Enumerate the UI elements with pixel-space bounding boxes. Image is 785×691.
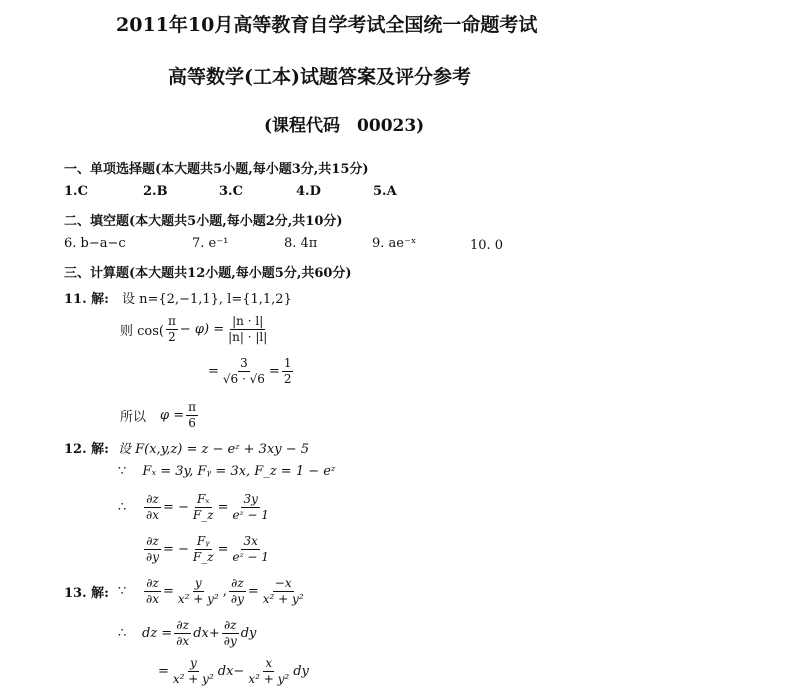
q11-conclusion: [120, 400, 200, 431]
q12-dzdx-frac: [144, 492, 161, 523]
q11-phi-eq: φ =: [160, 408, 185, 423]
because-symbol-2: ∵: [118, 584, 127, 599]
q13-dzdx: [144, 576, 161, 607]
q12-fy: Fᵧ: [196, 534, 210, 548]
q13-dz-4: ∂z: [223, 618, 237, 632]
answer-10: 10. 0: [470, 238, 504, 253]
q12-r1num: 3y: [243, 492, 258, 506]
q12-fx-over-fz: [191, 492, 216, 523]
q13-dx: ∂x: [146, 592, 159, 606]
q11-num1: |n · l|: [232, 314, 264, 328]
q11-fraction-2: [221, 356, 267, 387]
q12-dz-2: ∂z: [146, 534, 159, 548]
therefore-symbol-2: ∴: [118, 626, 127, 641]
q12-setup: 设 F(x,y,z) = z − eᶻ + 3xy − 5: [118, 442, 310, 457]
q12-dzdy-line: [142, 534, 273, 565]
q13-dz: ∂z: [146, 576, 159, 590]
answer-7: 7. e⁻¹: [192, 236, 229, 251]
answer-2: 2.B: [143, 184, 168, 199]
q12-result2: [230, 534, 270, 565]
q12-fz: F_z: [192, 508, 214, 522]
q12-partials: Fₓ = 3y, Fᵧ = 3x, F_z = 1 − eᶻ: [142, 464, 336, 479]
section3-heading: 三、计算题(本大题共12小题,每小题5分,共60分): [64, 266, 352, 281]
q13-dy-2: ∂y: [223, 634, 237, 648]
q13-dz-2: ∂z: [231, 576, 244, 590]
q13-den-c: x² + y²: [172, 672, 214, 686]
q13-eq-a: =: [162, 584, 174, 599]
answer-9: 9. ae⁻ˣ: [372, 236, 417, 251]
two-denominator: 2: [168, 330, 176, 344]
q12-r2den: eᶻ − 1: [232, 550, 269, 564]
q13-line1: [64, 576, 308, 607]
q12-fx: Fₓ: [196, 492, 210, 506]
q13-partial-y: [222, 618, 239, 649]
q13-dx-2: ∂x: [176, 634, 190, 648]
q12-result1: [230, 492, 270, 523]
q13-xnum: −x: [274, 576, 292, 590]
q13-frac-b: [261, 576, 306, 607]
q13-dx-sym: dx: [193, 626, 209, 641]
q13-minus: −: [233, 664, 245, 679]
q13-dy-sym: dy: [240, 626, 257, 641]
q11-num3: 1: [283, 356, 292, 370]
q13-line3: [158, 656, 309, 687]
q13-partial-x: [174, 618, 191, 649]
pi-symbol-2: π: [188, 400, 197, 414]
q12-r1den: eᶻ − 1: [232, 508, 269, 522]
six-denominator: 6: [188, 416, 196, 430]
q12-partials-line: [118, 464, 335, 479]
q12-fy-over-fz: [191, 534, 216, 565]
q13-line2: [118, 618, 256, 649]
pi-over-6: [186, 400, 198, 431]
q11-den2: √6 · √6: [222, 372, 265, 386]
q12-dx: ∂x: [146, 508, 159, 522]
q11-fraction-1: [226, 314, 269, 345]
answer-5: 5.A: [373, 184, 397, 199]
q12-eq-neg-1: = −: [162, 500, 189, 515]
q13-dy: ∂y: [230, 592, 244, 606]
q13-den-d: x² + y²: [248, 672, 290, 686]
q11-den3: 2: [283, 372, 292, 386]
q12-dy: ∂y: [146, 550, 159, 564]
section2-heading: 二、填空题(本大题共5小题,每小题2分,共10分): [64, 214, 343, 229]
q13-dx-sym-2: dx: [217, 664, 234, 679]
q13-frac-d: [246, 656, 291, 687]
q11-cos-formula: [120, 314, 271, 345]
answer-1: 1.C: [64, 184, 88, 199]
q12-eq-1: =: [217, 500, 229, 515]
q13-frac-c: [171, 656, 216, 687]
pi-over-2: [166, 314, 178, 345]
section1-heading: 一、单项选择题(本大题共5小题,每小题3分,共15分): [64, 162, 369, 177]
q13-x2: x: [265, 656, 273, 670]
answer-6: 6. b−a−c: [64, 236, 126, 251]
q13-ynum: y: [194, 576, 202, 590]
q13-den-b: x² + y²: [262, 592, 304, 606]
q13-y2: y: [189, 656, 197, 670]
q11-den1: |n| · |l|: [228, 330, 268, 344]
q11-num2: 3: [240, 356, 248, 370]
q11-cos-prefix: 则 cos(: [120, 324, 164, 339]
q11-so: 所以: [120, 410, 147, 425]
q13-comma: ,: [222, 584, 227, 599]
q12-eq-2: =: [217, 542, 229, 557]
answer-8: 8. 4π: [284, 236, 318, 251]
document-title: 高等数学(工本)试题答案及评分参考: [168, 66, 471, 88]
q11-minus-phi: − φ) =: [179, 322, 225, 337]
q12-label: 12. 解:: [64, 442, 109, 457]
pi-symbol: π: [167, 314, 176, 328]
q11-eq: =: [208, 364, 219, 379]
because-symbol: ∵: [118, 464, 127, 479]
q13-dzdy: [229, 576, 246, 607]
q13-eq-c: =: [158, 664, 169, 679]
q13-label: 13. 解:: [64, 586, 109, 601]
q13-eq-b: =: [247, 584, 259, 599]
course-code: (课程代码 00023): [264, 116, 425, 136]
q13-dz-3: ∂z: [176, 618, 189, 632]
q11-fraction-3: [282, 356, 294, 387]
q13-frac-a: [176, 576, 221, 607]
q12-dz: ∂z: [146, 492, 159, 506]
answer-3: 3.C: [219, 184, 243, 199]
q11-result: [208, 356, 295, 387]
q11-eq2: =: [268, 364, 280, 379]
q13-dz-eq: dz =: [142, 626, 173, 641]
q13-den-a: x² + y²: [177, 592, 219, 606]
exam-header-line1: 2011年10月高等教育自学考试全国统一命题考试: [116, 14, 538, 36]
q13-plus: +: [208, 626, 220, 641]
q11-setup: 设 n={2,−1,1}, l={1,1,2}: [122, 292, 292, 307]
q12-dzdy-frac: [144, 534, 161, 565]
q12-eq-neg-2: = −: [162, 542, 189, 557]
q12-r2num: 3x: [243, 534, 258, 548]
q11-label: 11. 解:: [64, 292, 109, 307]
therefore-symbol: ∴: [118, 500, 127, 515]
q12-fz-2: F_z: [192, 550, 214, 564]
q12-dzdx-line: [118, 492, 273, 523]
answer-4: 4.D: [296, 184, 321, 199]
q13-dy-sym-2: dy: [293, 664, 309, 679]
